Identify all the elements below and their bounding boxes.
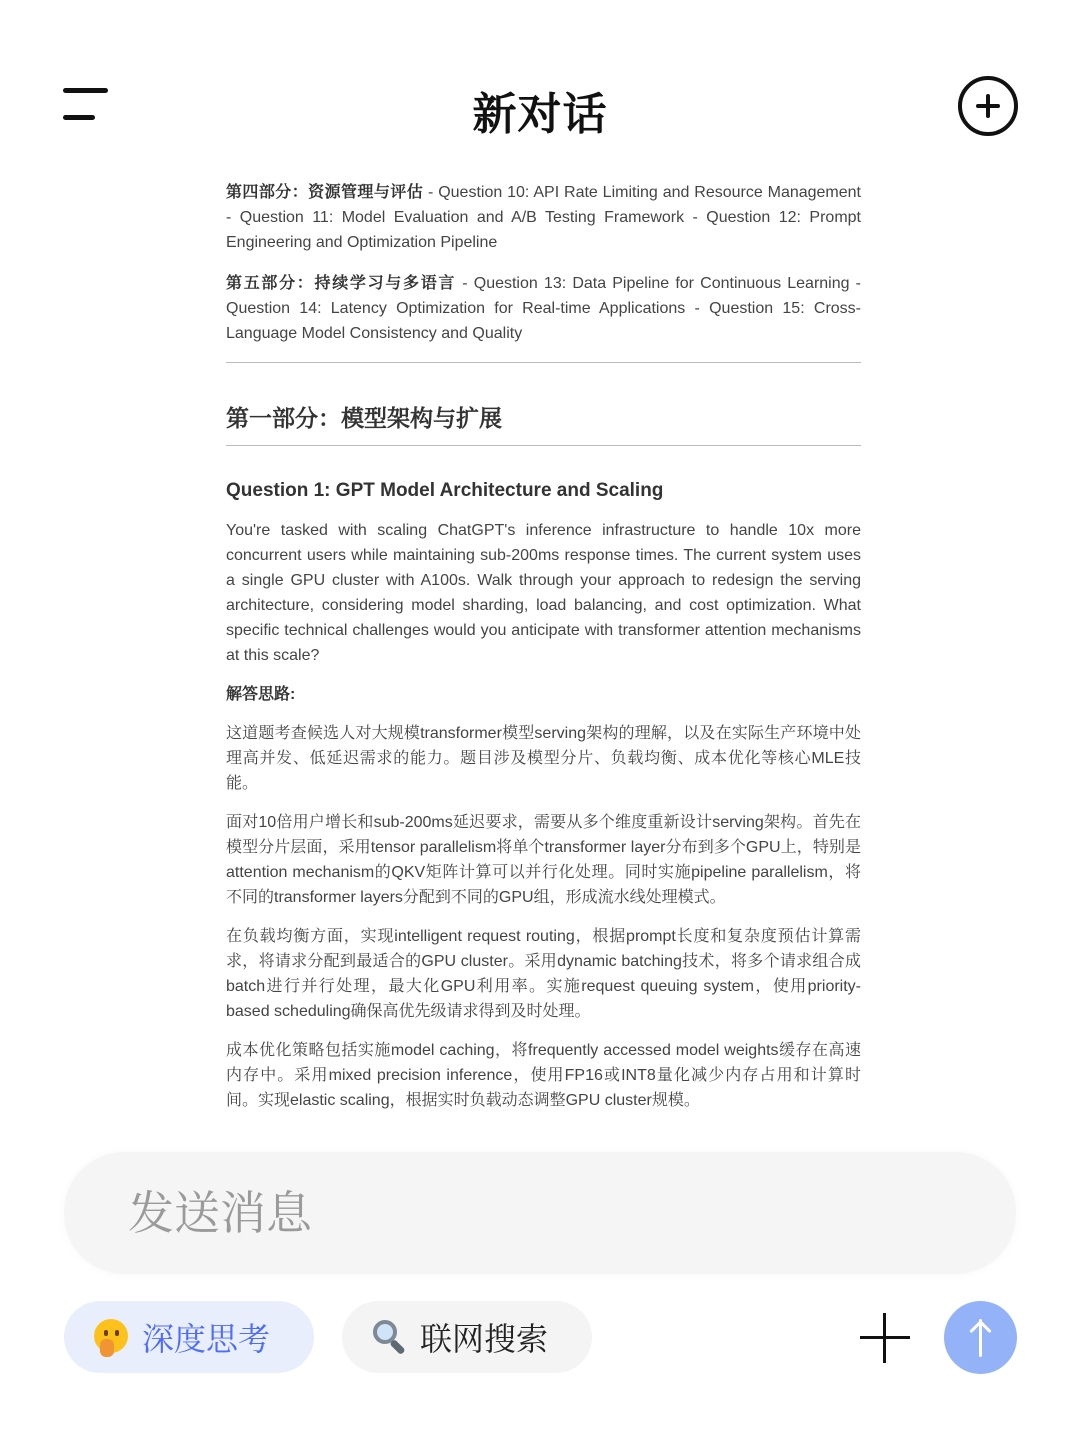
toc-text: - Question 13: Data Pipeline for Continuous Learning - Question 14: Latency Optimization for Real-time Applications - Question 15: Cross-Language Model Consistency and Quality (226, 275, 861, 342)
answer-paragraph: 在负载均衡方面，实现intelligent request routing，根据prompt长度和复杂度预估计算需求，将请求分配到最适合的GPU cluster。采用dynamic batching技术，将多个请求组合成batch进行并行处理，最大化GPU利用率。实施request queuing system，使用priority-based scheduling确保高优先级请求得到及时处理。 (226, 928, 861, 1020)
message-input[interactable] (128, 1178, 948, 1248)
send-button[interactable] (944, 1301, 1017, 1374)
attach-button[interactable] (860, 1313, 910, 1363)
toc-item (226, 271, 861, 346)
top-bar (0, 60, 1080, 152)
answer-paragraph: 面对10倍用户增长和sub-200ms延迟要求，需要从多个维度重新设计serving架构。首先在模型分片层面，采用tensor parallelism将单个transformer layer分布到多个GPU上，特别是attention mechanism的QKV矩阵计算可以并行化处理。同时实施pipeline parallelism，将不同的transformer layers分配到不同的GPU组，形成流水线处理模式。 (226, 814, 861, 906)
new-chat-button[interactable] (958, 76, 1018, 136)
answer-label: 解答思路: (226, 686, 296, 703)
page-title: 新对话 (472, 90, 608, 139)
message-composer (64, 1152, 1016, 1274)
web-search-label: 联网搜索 (420, 1320, 549, 1358)
section-title: 第一部分：模型架构与扩展 (226, 405, 502, 431)
toc-text: - Question 10: API Rate Limiting and Resource Management - Question 11: Model Evaluation and A/B Testing Framework - Question 12: Prompt Engineering and Optimization Pipeline (226, 184, 862, 251)
divider (226, 445, 861, 446)
message-content (226, 180, 861, 1127)
deep-think-label: 深度思考 (142, 1320, 271, 1358)
divider (226, 362, 861, 363)
deep-think-toggle[interactable] (64, 1301, 314, 1373)
toc-item (226, 180, 861, 255)
thinking-face-icon (94, 1319, 130, 1355)
answer-paragraph: 这道题考查候选人对大规模transformer模型serving架构的理解，以及在实际生产环境中处理高并发、低延迟需求的能力。题目涉及模型分片、负载均衡、成本优化等核心MLE技能。 (226, 725, 861, 792)
answer-paragraph: 成本优化策略包括实施model caching，将frequently accessed model weights缓存在高速内存中。采用mixed precision inference，使用FP16或INT8量化减少内存占用和计算时间。实现elastic scaling，根据实时负载动态调整GPU cluster规模。 (226, 1042, 861, 1109)
web-search-toggle[interactable] (342, 1301, 592, 1373)
toc-heading: 第四部分：资源管理与评估 (226, 184, 424, 201)
toc-heading: 第五部分：持续学习与多语言 (226, 275, 457, 292)
question-body: You're tasked with scaling ChatGPT's inference infrastructure to handle 10x more concurrent users while maintaining sub-200ms response times. The current system uses a single GPU cluster with A100s. Walk through your approach to redesign the serving architecture, considering model sharding, load balancing, and cost optimization. What specific technical challenges would you anticipate with transformer attention mechanisms at this scale? (226, 522, 861, 664)
magnifier-icon (372, 1319, 408, 1355)
question-title: Question 1: GPT Model Architecture and Scaling (226, 480, 664, 501)
